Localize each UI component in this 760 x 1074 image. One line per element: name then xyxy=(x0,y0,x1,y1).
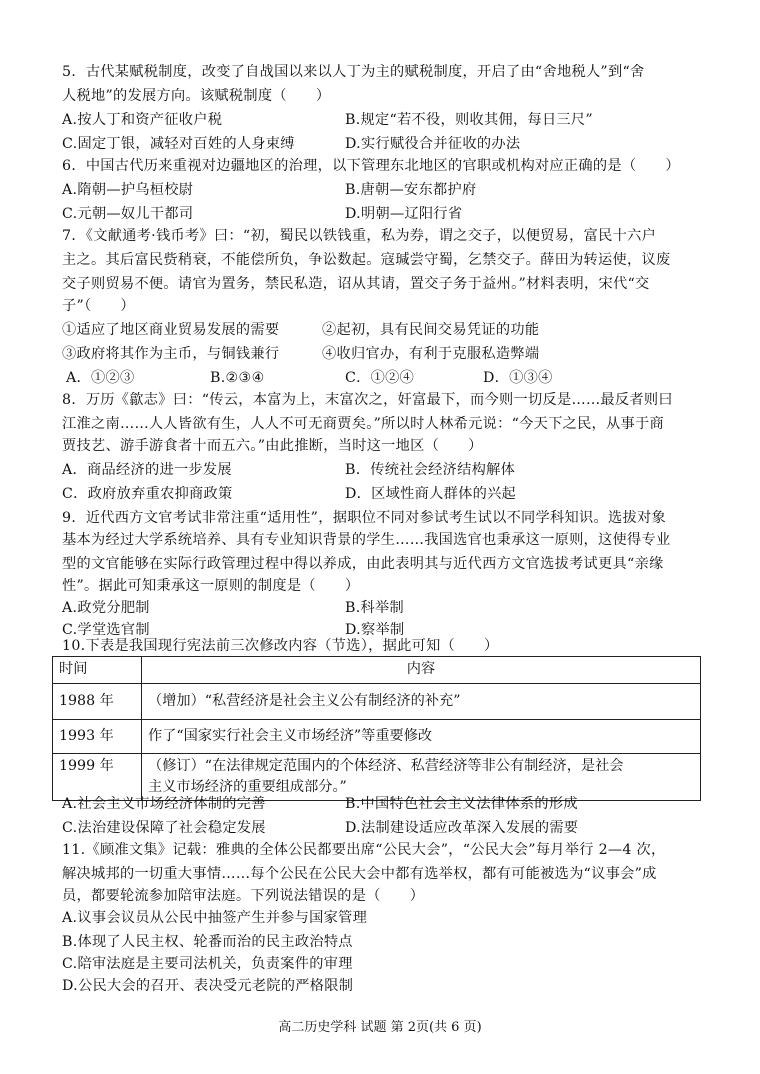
q5-option-c: C.固定丁银，减轻对百姓的人身束缚 xyxy=(62,136,295,152)
q7-statement-1: ①适应了地区商业贸易发展的需要 xyxy=(62,322,280,338)
q9-option-d: D.察举制 xyxy=(345,622,405,638)
q5-option-d: D.实行赋役合并征收的办法 xyxy=(345,136,521,152)
table-header-content: 内容 xyxy=(142,657,701,684)
q8-option-a: A．商品经济的进一步发展 xyxy=(62,462,232,478)
q7-statement-4: ④收归官办，有利于克服私造弊端 xyxy=(322,346,540,362)
q8-stem-line1: 8．万历《歙志》曰：“传云，本富为上，末富次之，奸富最下，而今则一切反是……最反者则曰 xyxy=(62,392,673,408)
q6-option-d: D.明朝—辽阳行省 xyxy=(345,206,463,222)
q7-statement-2: ②起初，具有民间交易凭证的功能 xyxy=(322,322,540,338)
q9-stem-line4: 性”。据此可知秉承这一原则的制度是（ ） xyxy=(62,578,360,594)
q9-stem-line1: 9．近代西方文官考试非常注重“适用性”，据职位不同对参试考生试以不同学科知识。选拔对象 xyxy=(62,510,666,526)
q11-option-d: D.公民大会的召开、表决受元老院的严格限制 xyxy=(62,978,354,994)
table-cell-content: 作了“国家实行社会主义市场经济”等重要修改 xyxy=(142,720,701,754)
q9-option-a: A.政党分肥制 xyxy=(62,600,150,616)
q11-option-b: B.体现了人民主权、轮番而治的民主政治特点 xyxy=(62,934,353,950)
q6-stem-line1: 6．中国古代历来重视对边疆地区的治理，以下管理东北地区的官职或机构对应正确的是（ ） xyxy=(62,158,680,174)
q8-option-c: C．政府放弃重农抑商政策 xyxy=(62,486,233,502)
q7-stem-line3: 交子则贸易不便。请官为置务，禁民私造，诏从其请，置交子务于益州。”材料表明，宋代“交 xyxy=(62,276,650,292)
table-row xyxy=(53,684,701,720)
q11-stem-line2: 解决城邦的一切重大事情……每个公民在公民大会中都有选举权，都有可能被选为“议事会”成 xyxy=(62,866,657,882)
q9-stem-line3: 型的文官能够在实际行政管理过程中得以养成，由此表明其与近代西方文官选拔考试更具“亲缘 xyxy=(62,556,664,572)
q6-option-b: B.唐朝—安东都护府 xyxy=(345,182,477,198)
table-cell-year: 1993 年 xyxy=(53,720,142,754)
table-cell-content-line2: 主义市场经济的重要组成部分。” xyxy=(148,779,347,795)
q5-stem-line1: 5．古代某赋税制度，改变了自战国以来以人丁为主的赋税制度，开启了由“舍地税人”到“舍 xyxy=(62,64,645,80)
q5-stem-line2: 人税地”的发展方向。该赋税制度（ ） xyxy=(62,88,331,104)
table-cell-year: 1988 年 xyxy=(53,684,142,720)
q8-option-d: D．区域性商人群体的兴起 xyxy=(345,486,517,502)
q5-option-a: A.按人丁和资产征收户税 xyxy=(62,112,223,128)
q8-stem-line2: 江淮之南……人人皆欲有生，人人不可无商贾矣。”所以时人林希元说：“今天下之民，从事于商 xyxy=(62,416,664,432)
q7-stem-line2: 主之。其后富民赀稍衰，不能偿所负，争讼数起。寇瑊尝守蜀，乞禁交子。薛田为转运使，议废 xyxy=(62,252,671,268)
q6-option-c: C.元朝—奴儿干都司 xyxy=(62,206,194,222)
table-row xyxy=(53,720,701,754)
q9-stem-line2: 基本为经过大学系统培养、具有专业知识背景的学生……我国选官也秉承这一原则，这使得专业 xyxy=(62,532,671,548)
q9-option-c: C.学堂选官制 xyxy=(62,622,150,638)
q11-option-c: C.陪审法庭是主要司法机关，负责案件的审理 xyxy=(62,956,353,972)
table-cell-content-line1: （修订）“在法律规定范围内的个体经济、私营经济等非公有制经济，是社会 xyxy=(148,758,624,774)
q11-stem-line3: 员，都要轮流参加陪审法庭。下列说法错误的是（ ） xyxy=(62,888,425,904)
table-header-row xyxy=(53,657,701,684)
q10-option-c: C.法治建设保障了社会稳定发展 xyxy=(62,820,266,836)
table-cell-content: （增加）“私营经济是社会主义公有制经济的补充” xyxy=(142,684,701,720)
q8-option-b: B．传统社会经济结构解体 xyxy=(345,462,516,478)
q9-option-b: B.科举制 xyxy=(345,600,404,616)
table-header-time: 时间 xyxy=(53,657,142,684)
page-footer: 高二历史学科 试题 第 2页(共 6 页) xyxy=(278,1020,482,1035)
q8-stem-line3: 贾技艺、游手游食者十而五六。”由此推断，当时这一地区（ ） xyxy=(62,438,483,454)
q7-option-b: B.②③④ xyxy=(210,370,265,386)
amendment-table xyxy=(52,656,701,801)
q7-option-a: A．①②③ xyxy=(66,370,135,386)
q7-option-c: C．①②④ xyxy=(345,370,415,386)
q11-stem-line1: 11.《顾准文集》记载：雅典的全体公民都要出席“公民大会”，“公民大会”每月举行 2—4 次， xyxy=(62,842,666,858)
q10-stem-line1: 10.下表是我国现行宪法前三次修改内容（节选），据此可知（ ） xyxy=(62,638,499,654)
q5-option-b: B.规定“若不役，则收其佣，每日三尺” xyxy=(345,112,593,128)
q11-option-a: A.议事会议员从公民中抽签产生并参与国家管理 xyxy=(62,910,368,926)
q10-option-d: D.法制建设适应改革深入发展的需要 xyxy=(345,820,579,836)
q7-stem-line1: 7．《文献通考·钱币考》曰：“初，蜀民以铁钱重，私为券，谓之交子，以便贸易，富民十六户 xyxy=(62,228,657,244)
q10-option-a: A.社会主义市场经济体制的完善 xyxy=(62,796,266,812)
q7-statement-3: ③政府将其作为主币，与铜钱兼行 xyxy=(62,346,280,362)
table-cell-year: 1999 年 xyxy=(53,754,142,801)
q6-option-a: A.隋朝—护乌桓校尉 xyxy=(62,182,194,198)
q7-option-d: D．①③④ xyxy=(483,370,553,386)
q7-stem-line4: 子”（ ） xyxy=(62,298,135,314)
q10-option-b: B.中国特色社会主义法律体系的形成 xyxy=(345,796,578,812)
